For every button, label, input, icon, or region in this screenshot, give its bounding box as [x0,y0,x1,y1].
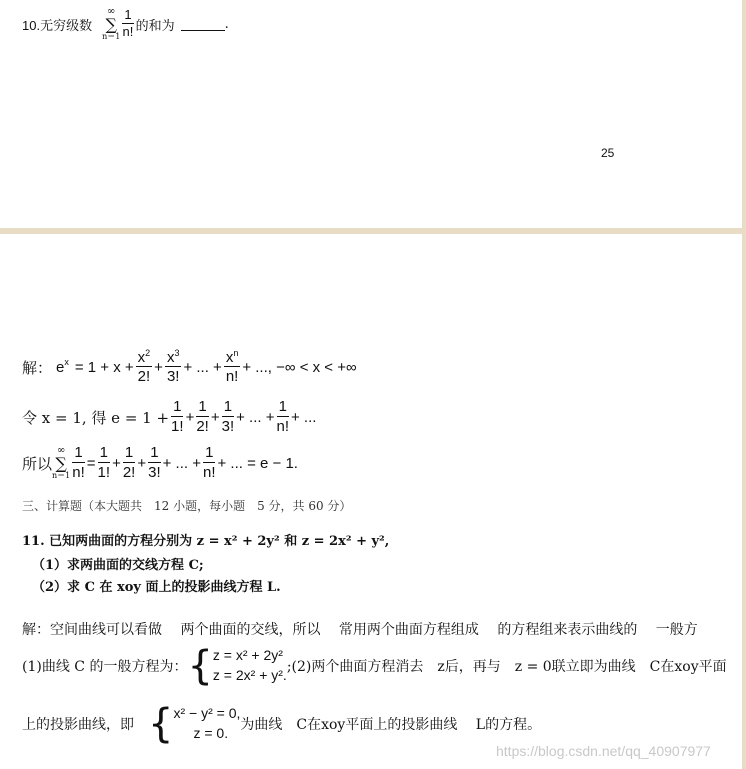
q11-sol-l2-pre: (1)曲线 C 的一般方程为： [22,659,188,675]
sol1-l2-fn-den: n! [276,417,289,435]
system-1-eq-b: z = 2x² + y². [212,667,287,683]
question-10 [22,2,229,46]
q10-sigma-symbol: ∑ [105,15,117,34]
sol1-l2-f2 [196,399,209,435]
sol1-l3-sigma-symbol: ∑ [55,454,67,473]
sol1-l3-f3 [148,445,161,481]
q11-solution-line-2 [22,641,727,691]
left-brace-2: { [148,701,174,747]
sol1-l3-sigma [52,446,70,480]
sol1-l3-fn-num: 1 [205,444,214,462]
sol1-l3-frac [72,445,85,481]
sol1-l2-pre: 令 x = 1, 得 e = 1 + [22,408,170,427]
q11-solution-line-3 [22,697,541,751]
sol1-l3-f2-num: 1 [124,444,134,462]
q10-tail: 的和为 [135,18,175,34]
q11-solution-line-1: 解：空间曲线可以看做 两个曲面的交线，所以 常用两个曲面方程组成 的方程组来表示曲线的 一般方 [22,622,698,638]
sol1-eq: = 1 + x + [74,358,134,376]
answer-blank[interactable] [181,18,225,31]
sol1-l2-f2-den: 2! [196,417,209,435]
q10-end: . [224,16,229,32]
sol1-l2-mid: + ... + [236,408,275,426]
sol1-l3-fn [203,445,216,481]
sol1-l2-f3-num: 1 [223,398,233,416]
system-1 [213,646,287,685]
sol1-l2-fn-num: 1 [278,398,287,416]
q10-fraction [122,8,133,39]
q10-sigma [102,7,120,41]
sol1-l3-f1-num: 1 [99,444,108,462]
page-right-border [742,0,746,769]
sol1-l3-f2 [123,445,136,481]
sol1-l3-f3-den: 3! [148,463,161,481]
q11-part-2: （2）求 C 在 xoy 面上的投影曲线方程 L. [32,580,281,595]
watermark: https://blog.csdn.net/qq_40907977 [496,743,711,759]
sol1-l3-num: 1 [74,444,83,462]
q11-part-1: （1）求两曲面的交线方程 C; [32,558,204,573]
sol1-t2-exp: 3 [174,347,180,358]
system-2-eq-b: z = 0. [193,725,229,741]
sol1-t3-num: x [225,348,234,366]
sol1-t2-num: x [166,348,175,366]
sol1-l3-f1 [98,445,111,481]
q11-sol-l2-post: ;(2)两个曲面方程消去 z后，再与 z = 0联立即为曲线 C在xoy平面 [286,659,727,675]
sol1-l3-mid: + ... + [162,454,201,472]
sol1-l2-f1-den: 1! [171,417,184,435]
solution-line-1: 解： e $^x$ = 1 + x + $\frac{x^2}{2!}$ + $\frac{x^3}{3!}$ + ... + $\frac{x^n}{n!}$ + ..., −∞ < x < +∞ [22,347,357,386]
sol1-l2-f1 [171,399,184,435]
sol1-label: 解： [22,358,53,377]
sol1-l3-pre: 所以 [22,454,53,473]
q11-title: 11. 已知两曲面的方程分别为 z = x² + 2y² 和 z = 2x² + y², [22,534,390,549]
sol1-l2-f1-num: 1 [173,398,182,416]
sol1-l3-f2-den: 2! [122,463,136,481]
q11-sol-l3-pre: 上的投影曲线，即 [22,717,134,733]
solution-line-3: 所以 ∞ ∑ n＝1 $\frac{1}{n!}$ = $\frac{1}{1!}$ + $\frac{1}{2!}$ + $\frac{1}{3!}$ + ... + $\frac{1}{n!}$ + ... = e − 1. [22,444,298,481]
q10-numerator: 1 [124,7,132,23]
sol1-t3-den: n! [225,368,239,386]
system-2-eq-a: x² − y² = 0, [173,705,241,722]
sol1-l2-f2-num: 1 [198,398,207,416]
sol1-t1-exp: 2 [145,347,151,358]
q11-sol-l3-post: 为曲线 C在xoy平面上的投影曲线 L的方程。 [240,717,542,733]
sol1-l3-f1-den: 1! [97,463,111,481]
q10-sigma-top: ∞ [107,6,116,17]
q10-label: 10.无穷级数 [22,17,93,33]
sol1-l2-f3-den: 3! [221,417,235,435]
sol1-l3-eq: = [86,454,96,472]
page-separator [0,228,746,234]
solution-line-2: 令 x = 1, 得 e = 1 + $\frac{1}{1!}$ + $\frac{1}{2!}$ + $\frac{1}{3!}$ + ... + $\frac{1}{n!}$ + ... [22,398,317,435]
sol1-term-xn [224,349,241,386]
sol1-l3-tail: + ... = e − 1. [217,454,298,472]
sol1-mid: + ... + [183,358,222,376]
sol1-t2-den: 3! [166,368,180,386]
q10-denominator: n! [122,23,134,39]
sol1-t1-num: x [137,348,146,366]
system-1-eq-a: z = x² + 2y² [212,647,283,664]
sol1-tail: + ..., −∞ < x < +∞ [242,358,357,376]
q10-sigma-bottom: n＝1 [102,32,121,41]
page-number: 25 [601,146,615,160]
system-2 [173,704,240,743]
sol1-l3-den: n! [72,463,85,481]
left-brace-1: { [187,643,213,689]
sol1-l3-f3-num: 1 [150,444,159,462]
sol1-l3-sigma-top: ∞ [56,445,66,456]
sol1-t3-exp: n [233,347,239,358]
sol1-l2-fn [276,399,289,435]
sol1-l3-fn-den: n! [202,463,216,481]
sol1-term-x3 [165,349,182,386]
sol1-e: e [56,358,65,376]
sol1-l2-tail: + ... [291,408,317,426]
sol1-e-exp: x [64,357,69,367]
section-heading: 三、计算题（本大题共 12 小题，每小题 5 分，共 60 分） [22,499,352,513]
sol1-l2-f3 [222,399,235,435]
sol1-l3-sigma-bottom: n＝1 [52,471,71,480]
sol1-t1-den: 2! [137,368,151,386]
sol1-term-x2 [136,349,153,386]
